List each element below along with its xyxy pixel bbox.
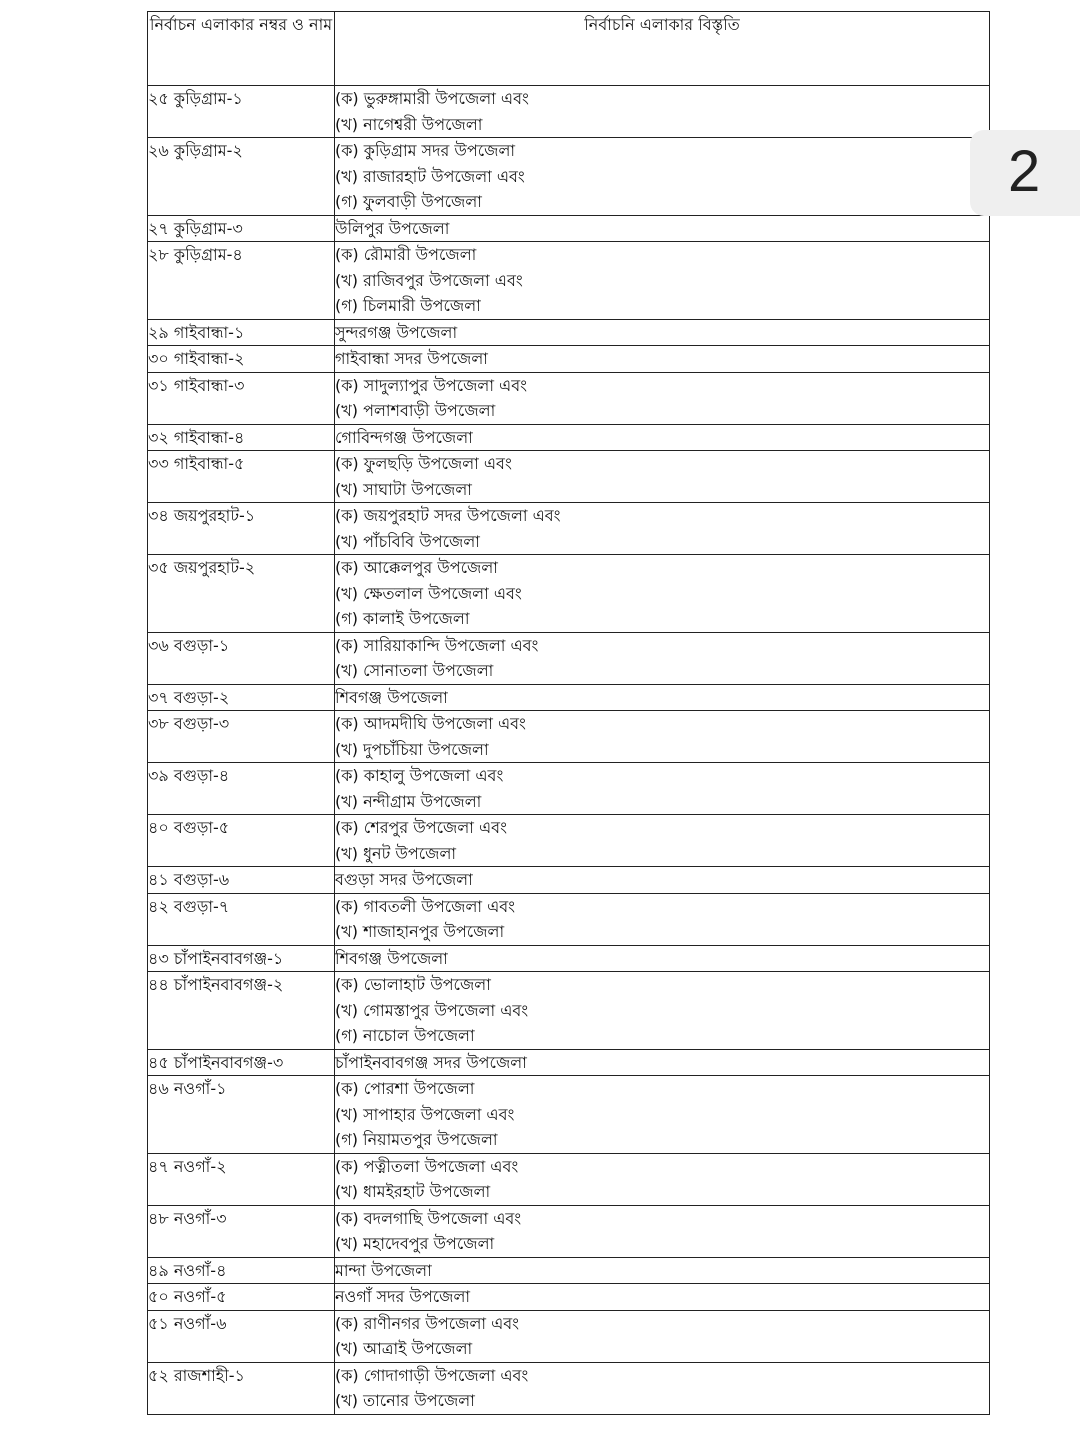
page-number-label: 2 (1008, 139, 1041, 204)
upazila-line: (খ) আত্রাই উপজেলা (335, 1339, 473, 1358)
upazila-line: সুন্দরগঞ্জ উপজেলা (335, 322, 458, 342)
table-body (148, 86, 990, 1415)
upazila-line: (ক) পত্নীতলা উপজেলা এবং (335, 1156, 519, 1176)
constituency-extent (335, 945, 990, 972)
constituency-name: ২৯ গাইবান্ধা-১ (148, 319, 335, 346)
table-row (148, 684, 990, 711)
table-row (148, 711, 990, 763)
constituency-extent (335, 242, 990, 320)
constituency-extent (335, 1205, 990, 1257)
upazila-line: বগুড়া সদর উপজেলা (335, 870, 473, 889)
table-row (148, 1284, 990, 1311)
table-row (148, 1153, 990, 1205)
constituency-name: ৪২ বগুড়া-৭ (148, 893, 335, 945)
constituency-name: ৪৭ নওগাঁ-২ (148, 1153, 335, 1205)
constituency-name: ২৭ কুড়িগ্রাম-৩ (148, 215, 335, 242)
constituency-name: ৩২ গাইবান্ধা-৪ (148, 424, 335, 451)
page-number-badge (970, 130, 1080, 216)
constituency-extent (335, 424, 990, 451)
upazila-line: (ক) কাহালু উপজেলা এবং (335, 766, 504, 785)
upazila-line: (ক) পোরশা উপজেলা (335, 1079, 475, 1098)
upazila-line: গাইবান্ধা সদর উপজেলা (335, 349, 488, 368)
upazila-line: (খ) পলাশবাড়ী উপজেলা (335, 401, 496, 420)
constituency-extent (335, 684, 990, 711)
upazila-line: (খ) ক্ষেতলাল উপজেলা এবং (335, 583, 522, 603)
table-row (148, 451, 990, 503)
table-row (148, 763, 990, 815)
table-row (148, 867, 990, 894)
constituency-extent (335, 867, 990, 894)
constituency-extent (335, 815, 990, 867)
constituency-name: ৩৮ বগুড়া-৩ (148, 711, 335, 763)
upazila-line: গোবিন্দগঞ্জ উপজেলা (335, 427, 473, 447)
constituency-name: ৪৩ চাঁপাইনবাবগঞ্জ-১ (148, 945, 335, 972)
constituency-extent (335, 372, 990, 424)
constituency-name: ৫০ নওগাঁ-৫ (148, 1284, 335, 1311)
upazila-line: (খ) সোনাতলা উপজেলা (335, 661, 494, 680)
constituency-name: ৩৫ জয়পুরহাট-২ (148, 555, 335, 633)
upazila-line: (খ) গোমস্তাপুর উপজেলা এবং (335, 1000, 529, 1020)
upazila-line: (গ) নাচোল উপজেলা (335, 1026, 475, 1045)
upazila-line: (ক) ভোলাহাট উপজেলা (335, 975, 491, 994)
upazila-line: (ক) গোদাগাড়ী উপজেলা এবং (335, 1365, 529, 1385)
table-header-row (148, 12, 990, 86)
header-constituency-extent: নির্বাচনি এলাকার বিস্তৃতি (335, 12, 990, 86)
upazila-line: (গ) ফুলবাড়ী উপজেলা (335, 192, 482, 211)
table-row (148, 1362, 990, 1414)
table-row (148, 945, 990, 972)
constituency-name: ৪৪ চাঁপাইনবাবগঞ্জ-২ (148, 972, 335, 1050)
constituency-name: ৪০ বগুড়া-৫ (148, 815, 335, 867)
constituency-extent (335, 555, 990, 633)
constituency-name: ৩৩ গাইবান্ধা-৫ (148, 451, 335, 503)
table-row (148, 1310, 990, 1362)
constituency-name: ৩৬ বগুড়া-১ (148, 632, 335, 684)
table-row (148, 893, 990, 945)
constituency-name: ২৬ কুড়িগ্রাম-২ (148, 138, 335, 216)
table-row (148, 319, 990, 346)
constituency-extent (335, 1076, 990, 1154)
constituency-extent (335, 763, 990, 815)
upazila-line: (গ) কালাই উপজেলা (335, 609, 470, 628)
constituency-extent (335, 503, 990, 555)
upazila-line: (গ) চিলমারী উপজেলা (335, 296, 481, 315)
constituency-extent (335, 138, 990, 216)
upazila-line: শিবগঞ্জ উপজেলা (335, 948, 448, 968)
upazila-line: (ক) জয়পুরহাট সদর উপজেলা এবং (335, 506, 561, 525)
table-row (148, 138, 990, 216)
upazila-line: (খ) ধামইরহাট উপজেলা (335, 1182, 491, 1201)
table-row (148, 1076, 990, 1154)
constituency-name: ৪১ বগুড়া-৬ (148, 867, 335, 894)
upazila-line: (ক) সারিয়াকান্দি উপজেলা এবং (335, 635, 539, 655)
upazila-line: (খ) সাপাহার উপজেলা এবং (335, 1104, 515, 1124)
upazila-line: নওগাঁ সদর উপজেলা (335, 1287, 471, 1306)
header-constituency-name: নির্বাচন এলাকার নম্বর ও নাম (148, 12, 335, 86)
upazila-line: চাঁপাইনবাবগঞ্জ সদর উপজেলা (335, 1052, 527, 1072)
upazila-line: (খ) সাঘাটা উপজেলা (335, 479, 472, 499)
upazila-line: (খ) শাজাহানপুর উপজেলা (335, 922, 505, 941)
upazila-line: (খ) ধুনট উপজেলা (335, 843, 457, 863)
upazila-line: মান্দা উপজেলা (335, 1260, 432, 1280)
document-sheet (147, 11, 989, 1415)
constituency-name: ২৮ কুড়িগ্রাম-৪ (148, 242, 335, 320)
constituency-extent (335, 632, 990, 684)
table-row (148, 503, 990, 555)
constituency-name: ৩১ গাইবান্ধা-৩ (148, 372, 335, 424)
upazila-line: (খ) রাজিবপুর উপজেলা এবং (335, 270, 523, 290)
constituency-name: ৫২ রাজশাহী-১ (148, 1362, 335, 1414)
constituency-extent (335, 711, 990, 763)
constituency-table (147, 11, 990, 1415)
table-row (148, 1205, 990, 1257)
constituency-name: ৩৭ বগুড়া-২ (148, 684, 335, 711)
upazila-line: (ক) ফুলছড়ি উপজেলা এবং (335, 454, 512, 473)
constituency-extent (335, 451, 990, 503)
constituency-name: ৩৯ বগুড়া-৪ (148, 763, 335, 815)
constituency-name: ৩০ গাইবান্ধা-২ (148, 346, 335, 373)
constituency-extent (335, 1310, 990, 1362)
constituency-name: ৫১ নওগাঁ-৬ (148, 1310, 335, 1362)
upazila-line: (খ) পাঁচবিবি উপজেলা (335, 531, 480, 551)
constituency-name: ৩৪ জয়পুরহাট-১ (148, 503, 335, 555)
constituency-name: ৪৬ নওগাঁ-১ (148, 1076, 335, 1154)
upazila-line: উলিপুর উপজেলা (335, 218, 450, 238)
upazila-line: (ক) আক্কেলপুর উপজেলা (335, 558, 498, 577)
upazila-line: (ক) কুড়িগ্রাম সদর উপজেলা (335, 141, 516, 160)
table-row (148, 1049, 990, 1076)
constituency-name: ৪৮ নওগাঁ-৩ (148, 1205, 335, 1257)
table-row (148, 242, 990, 320)
upazila-line: (গ) নিয়ামতপুর উপজেলা (335, 1130, 498, 1149)
table-row (148, 346, 990, 373)
constituency-extent (335, 893, 990, 945)
constituency-name: ৪৯ নওগাঁ-৪ (148, 1257, 335, 1284)
table-row (148, 815, 990, 867)
upazila-line: (ক) রাণীনগর উপজেলা এবং (335, 1313, 520, 1333)
upazila-line: (খ) তানোর উপজেলা (335, 1391, 475, 1410)
constituency-extent (335, 972, 990, 1050)
constituency-name: ৪৫ চাঁপাইনবাবগঞ্জ-৩ (148, 1049, 335, 1076)
table-row (148, 372, 990, 424)
constituency-extent (335, 1049, 990, 1076)
upazila-line: (ক) বদলগাছি উপজেলা এবং (335, 1208, 522, 1228)
upazila-line: (ক) রৌমারী উপজেলা (335, 245, 477, 264)
constituency-extent (335, 1153, 990, 1205)
upazila-line: (খ) দুপচাঁচিয়া উপজেলা (335, 739, 489, 759)
constituency-extent (335, 215, 990, 242)
constituency-extent (335, 319, 990, 346)
upazila-line: (খ) মহাদেবপুর উপজেলা (335, 1234, 495, 1253)
upazila-line: শিবগঞ্জ উপজেলা (335, 687, 448, 707)
upazila-line: (ক) আদমদীঘি উপজেলা এবং (335, 714, 526, 733)
upazila-line: (খ) নন্দীগ্রাম উপজেলা (335, 791, 482, 811)
table-row (148, 86, 990, 138)
upazila-line: (খ) নাগেশ্বরী উপজেলা (335, 114, 483, 134)
table-row (148, 632, 990, 684)
table-row (148, 1257, 990, 1284)
constituency-name: ২৫ কুড়িগ্রাম-১ (148, 86, 335, 138)
constituency-extent (335, 1284, 990, 1311)
table-row (148, 555, 990, 633)
upazila-line: (ক) ভুরুঙ্গামারী উপজেলা এবং (335, 89, 529, 108)
table-row (148, 424, 990, 451)
upazila-line: (খ) রাজারহাট উপজেলা এবং (335, 166, 525, 186)
constituency-extent (335, 1362, 990, 1414)
upazila-line: (ক) গাবতলী উপজেলা এবং (335, 896, 516, 916)
upazila-line: (ক) সাদুল্যাপুর উপজেলা এবং (335, 375, 528, 395)
table-row (148, 972, 990, 1050)
constituency-extent (335, 86, 990, 138)
constituency-extent (335, 1257, 990, 1284)
table-row (148, 215, 990, 242)
upazila-line: (ক) শেরপুর উপজেলা এবং (335, 818, 507, 837)
constituency-extent (335, 346, 990, 373)
